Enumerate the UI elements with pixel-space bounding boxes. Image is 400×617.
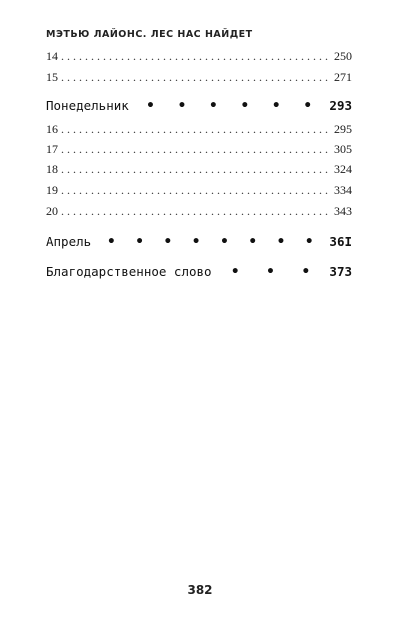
- bullet-leader: • • • • • • • •: [107, 234, 314, 250]
- toc-section-april[interactable]: [46, 234, 352, 249]
- toc-section-acknowledgements[interactable]: [46, 264, 352, 279]
- chapter-number: 20: [46, 204, 58, 218]
- section-title: Благодарственное слово: [46, 264, 212, 279]
- page-number: 305: [334, 142, 352, 156]
- toc-entry-chapter-14[interactable]: [46, 49, 352, 64]
- dot-leader: [61, 183, 331, 198]
- toc-entry-chapter-20[interactable]: [46, 204, 352, 219]
- chapter-number: 18: [46, 162, 58, 176]
- chapter-number: 14: [46, 49, 58, 63]
- page-number: 334: [334, 183, 352, 197]
- chapter-number: 17: [46, 142, 58, 156]
- toc-entry-chapter-17[interactable]: [46, 142, 352, 157]
- dot-leader: [61, 70, 331, 85]
- page-number: 250: [334, 49, 352, 63]
- bullet-leader: • • •: [231, 264, 310, 280]
- page-number: 343: [334, 204, 352, 218]
- page-number: 271: [334, 70, 352, 84]
- folio-page-number: 382: [187, 583, 213, 597]
- running-header: МЭТЬЮ ЛАЙОНС. ЛЕС НАС НАЙДЕТ: [46, 29, 253, 40]
- dot-leader: [61, 204, 331, 219]
- page-number: 293: [329, 98, 352, 113]
- section-title: Апрель: [46, 234, 92, 249]
- chapter-number: 19: [46, 183, 58, 197]
- toc-section-monday[interactable]: [46, 98, 352, 113]
- page-number: 373: [329, 264, 352, 279]
- dot-leader: [61, 142, 331, 157]
- toc-entry-chapter-15[interactable]: [46, 70, 352, 85]
- chapter-number: 15: [46, 70, 58, 84]
- toc-entry-chapter-19[interactable]: [46, 183, 352, 198]
- dot-leader: [61, 122, 331, 137]
- page-number: 36I: [329, 234, 352, 249]
- page-number: 324: [334, 162, 352, 176]
- toc-entry-chapter-16[interactable]: [46, 122, 352, 137]
- page-number: 295: [334, 122, 352, 136]
- dot-leader: [61, 162, 331, 177]
- chapter-number: 16: [46, 122, 58, 136]
- dot-leader: [61, 49, 331, 64]
- bullet-leader: • • • • • •: [146, 98, 312, 114]
- section-title: Понедельник: [46, 98, 129, 113]
- toc-entry-chapter-18[interactable]: [46, 162, 352, 177]
